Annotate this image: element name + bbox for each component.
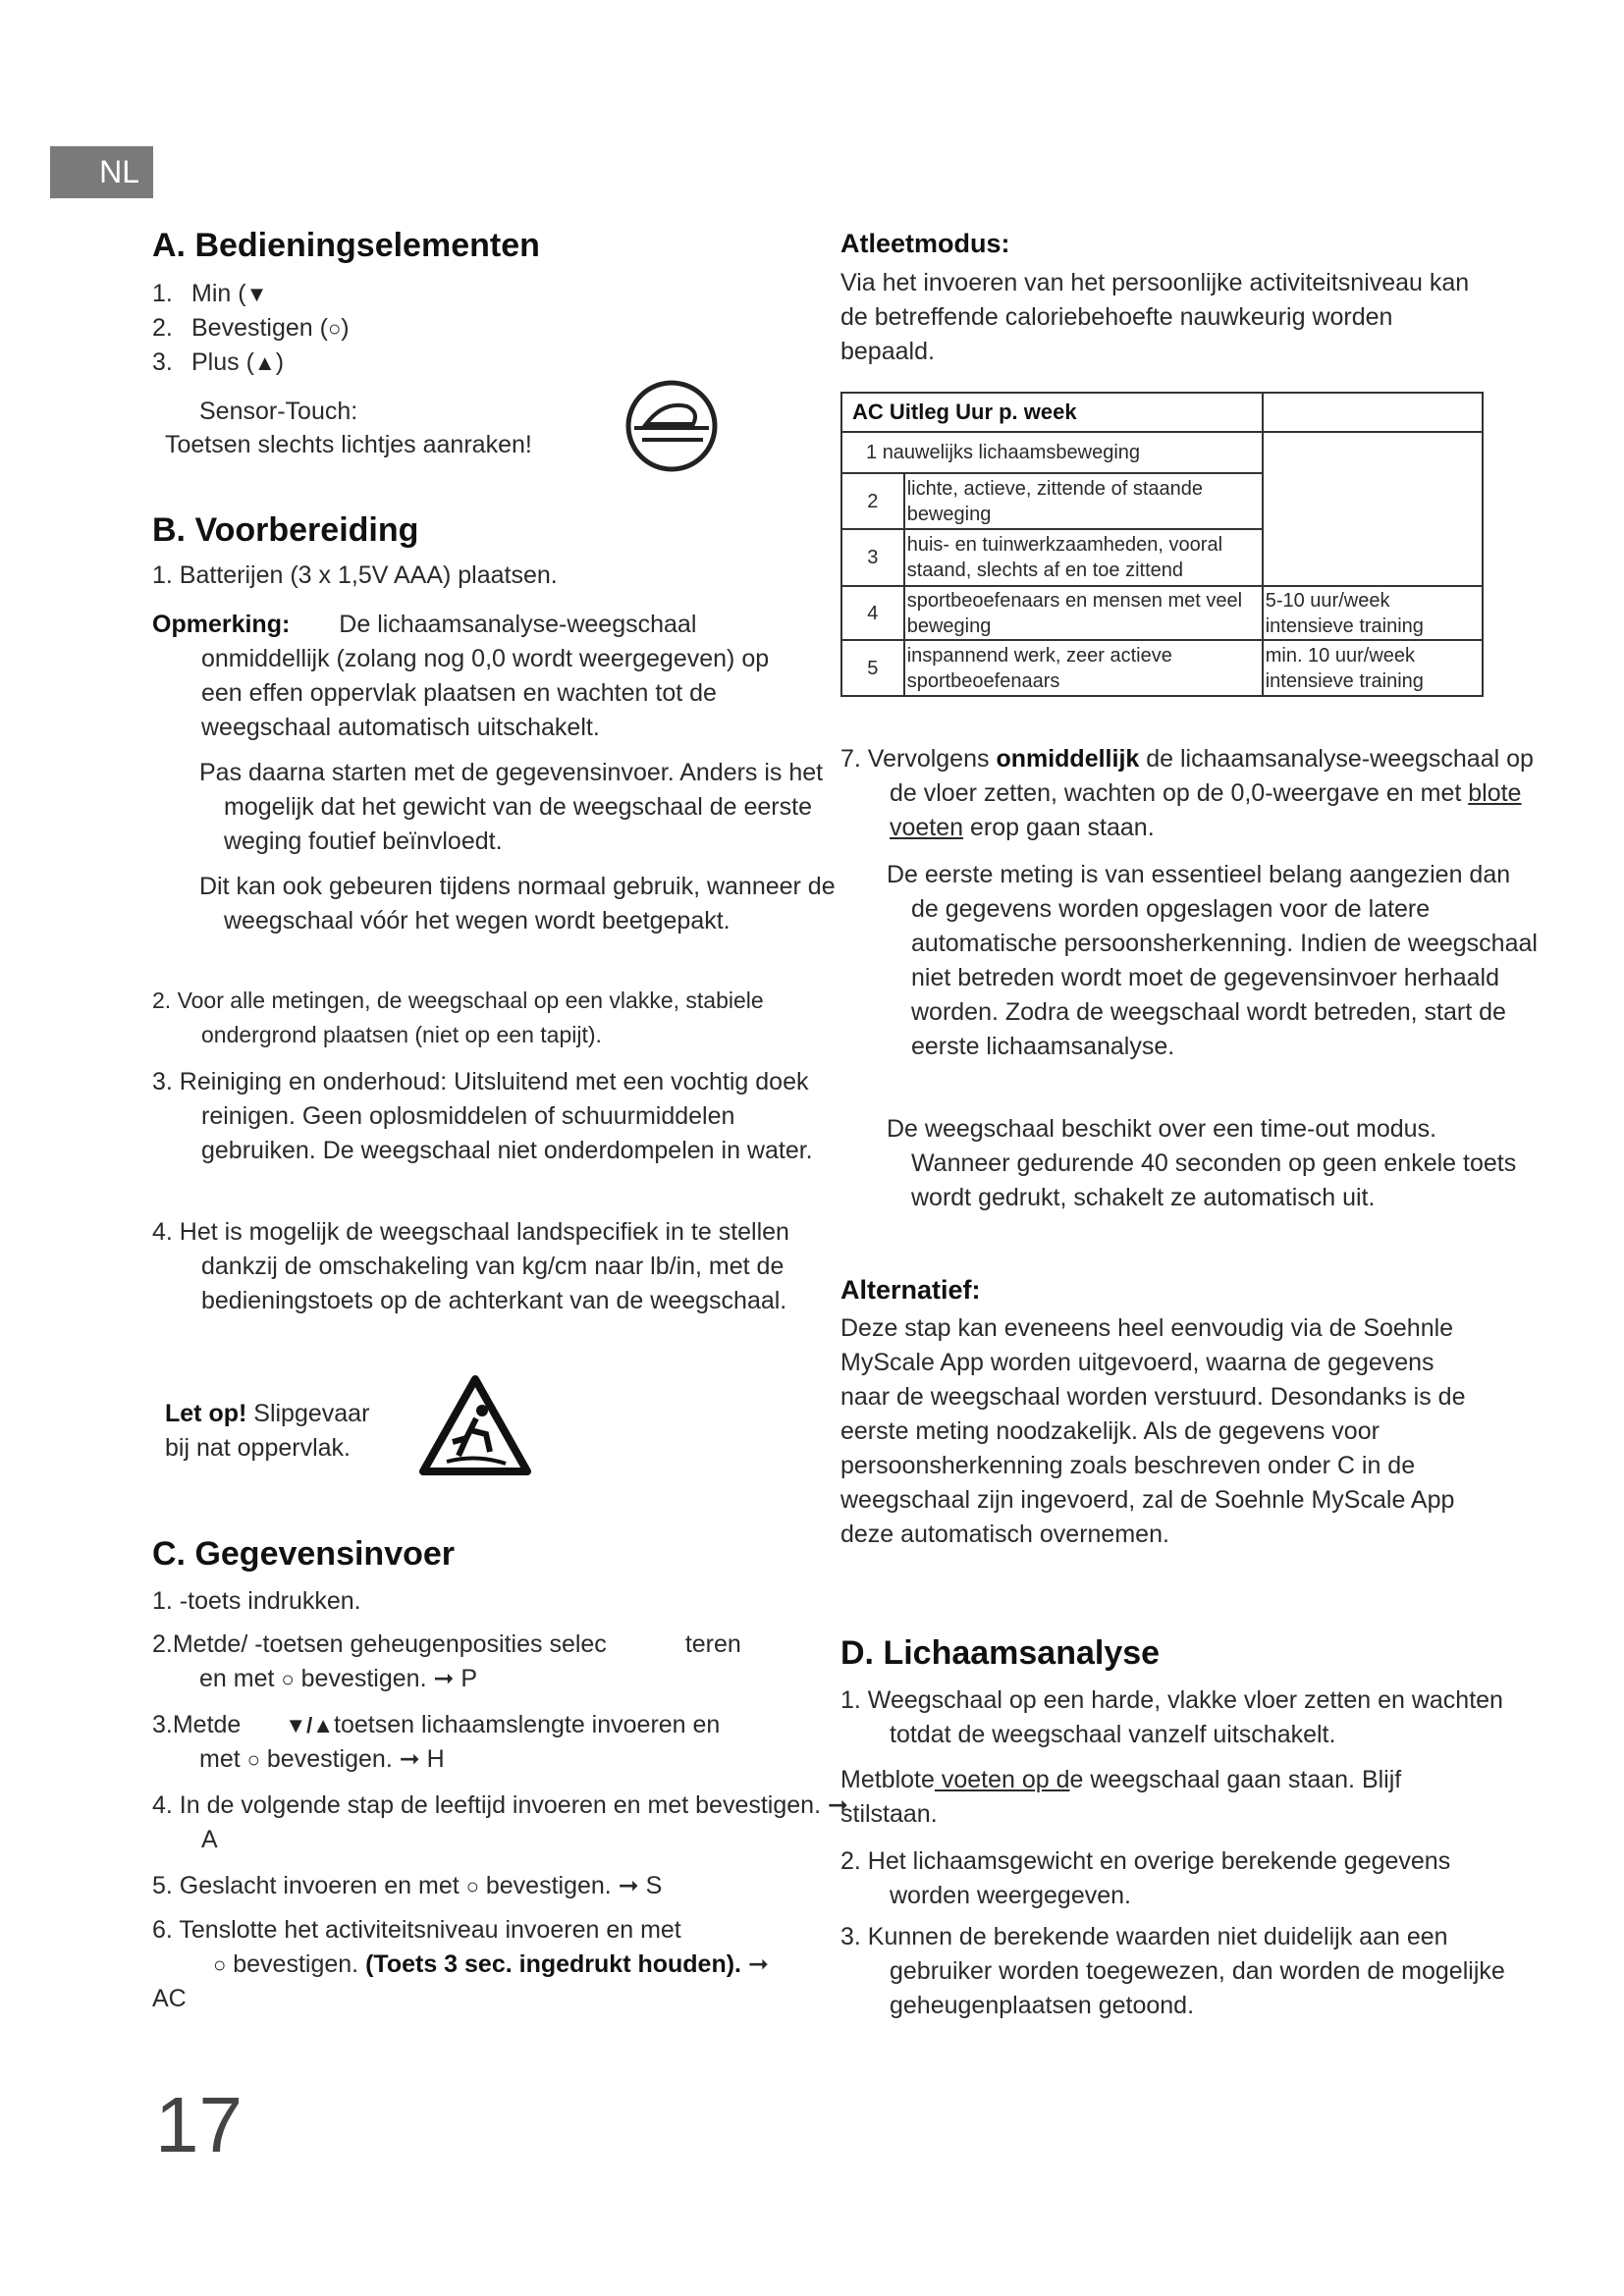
ac-description: sportbeoefenaars en mensen met veel beweging (904, 586, 1263, 640)
warning-text: Slipgevaar (246, 1400, 370, 1427)
item-text: ) (275, 348, 285, 376)
note-paragraph-3: Dit kan ook gebeuren tijdens normaal gebruik, wanneer de weegschaal vóór het wegen wordt beetgepakt. (199, 873, 836, 934)
table-row (841, 640, 1483, 696)
ac-description: huis- en tuinwerkzaamheden, vooral staand, slechts af en toe zittend (904, 529, 1263, 586)
ac-hours (1263, 432, 1483, 586)
step-text: bevestigen. ➞ P (300, 1665, 478, 1692)
minus-triangle-icon: ▼ (245, 282, 268, 306)
ac-level: 1 (866, 442, 878, 463)
step-text: ➞ AC (152, 1950, 769, 2012)
alternative-heading: Alternatief: (840, 1275, 981, 1305)
step-7 (840, 742, 1538, 845)
note-label: Opmerking: (152, 611, 291, 638)
item-text: Min ( (191, 280, 246, 307)
units-step: 4. Het is mogelijk de weegschaal landspecifiek in te stellen dankzij de omschakeling van kg/cm naar lb/in, met de bedieningstoets op de achterkant van de weegschaal. (152, 1218, 789, 1314)
section-d-heading: D. Lichaamsanalyse (840, 1634, 1161, 1672)
confirm-circle-icon: ○ (465, 1874, 479, 1898)
step-text: 3.Metde (152, 1711, 242, 1738)
control-item-min (152, 277, 800, 311)
analysis-step-3: 3. Kunnen de berekende waarden niet duidelijk aan een gebruiker worden toegewezen, dan worden de mogelijke geheugenplaatsen getoond. (840, 1923, 1505, 2019)
ac-hours: 5-10 uur/week intensieve training (1263, 586, 1483, 640)
activity-level-table (840, 392, 1484, 697)
ac-description: inspannend werk, zeer actieve sportbeoefenaars (904, 640, 1263, 696)
confirm-circle-icon: ○ (213, 1952, 227, 1977)
confirm-circle-icon: ○ (281, 1667, 295, 1691)
table-header: AC Uitleg Uur p. week (841, 393, 1263, 432)
athlete-mode-heading: Atleetmodus: (840, 229, 1010, 258)
step-text: bevestigen. ➞ S (485, 1872, 663, 1899)
slip-hazard-icon (417, 1373, 533, 1479)
step-text: met (199, 1745, 241, 1773)
section-c-heading: C. Gegevensinvoer (152, 1535, 456, 1573)
athlete-mode-text: Via het invoeren van het persoonlijke activiteitsniveau kan de betreffende caloriebehoefte nauwkeurig worden bepaald. (840, 269, 1470, 365)
battery-step: 1. Batterijen (3 x 1,5V AAA) plaatsen. (152, 561, 558, 589)
table-row (841, 586, 1483, 640)
note-paragraph-2: Pas daarna starten met de gegevensinvoer. Anders is het mogelijk dat het gewicht van de weegschaal de eerste weging foutief beïnvloedt. (199, 759, 824, 855)
step-text: 2.Metde/ -toetsen geheugenposities selec (152, 1630, 607, 1658)
step-text: 6. Tenslotte het activiteitsniveau invoeren en met (152, 1916, 681, 1944)
step-text: 5. Geslacht invoeren en met (152, 1872, 460, 1899)
table-cell (841, 432, 1263, 473)
step-bold-text: (Toets 3 sec. ingedrukt houden). (365, 1950, 741, 1978)
sensor-touch-note: Toetsen slechts lichtjes aanraken! (165, 431, 532, 458)
timeout-paragraph: De weegschaal beschikt over een time-out modus. Wanneer gedurende 40 seconden op geen enkele toets wordt gedrukt, schakelt ze automatisch uit. (887, 1115, 1517, 1211)
item-text: Plus ( (191, 348, 254, 376)
step-text: bevestigen. (233, 1950, 359, 1978)
ac-level: 5 (841, 640, 904, 696)
control-item-plus (152, 346, 800, 380)
ac-description: lichte, actieve, zittende of staande beweging (904, 473, 1263, 529)
slip-warning (165, 1397, 369, 1466)
confirm-circle-icon: ○ (327, 316, 342, 341)
step-text: teren (684, 1630, 741, 1658)
step-text: de lichaamsanalyse-weegschaal op de vloer zetten, wachten op de 0,0-weergave en met (890, 745, 1534, 807)
item-text: Bevestigen ( (191, 314, 328, 342)
surface-step: 2. Voor alle metingen, de weegschaal op een vlakke, stabiele ondergrond plaatsen (niet op een tapijt). (152, 988, 764, 1047)
analysis-step-2: 2. Het lichaamsgewicht en overige berekende gegevens worden weergegeven. (840, 1847, 1451, 1909)
item-number: 1. (152, 280, 173, 307)
ac-description: nauwelijks lichaamsbeweging (882, 442, 1141, 463)
step-bold-text: onmiddellijk (996, 745, 1140, 773)
cleaning-step: 3. Reiniging en onderhoud: Uitsluitend met een vochtig doek reinigen. Geen oplosmiddelen of schuurmiddelen gebruiken. De weegschaal niet onderdompelen in water. (152, 1068, 813, 1164)
stand-paragraph (840, 1763, 1489, 1832)
section-a-heading: A. Bedieningselementen (152, 227, 540, 264)
touch-icon (624, 379, 719, 473)
step-text: bevestigen. ➞ H (266, 1745, 445, 1773)
data-entry-step-3 (152, 1708, 800, 1777)
step-text: erop gaan staan. (963, 814, 1155, 841)
sensor-touch-label: Sensor-Touch: (199, 398, 358, 425)
ac-level: 3 (841, 529, 904, 586)
controls-list (152, 277, 800, 380)
step-text: Metblote (840, 1766, 935, 1793)
item-number: 2. (152, 314, 173, 342)
minus-plus-icons: ▼/▲ (285, 1713, 335, 1737)
control-item-confirm (152, 311, 800, 346)
ac-level: 4 (841, 586, 904, 640)
data-entry-step-5 (152, 1869, 800, 1903)
table-header-cell (1263, 393, 1483, 432)
step-underlined-text: blote voeten (890, 779, 1522, 841)
data-entry-step-4: 4. In de volgende stap de leeftijd invoeren en met bevestigen. ➞ A (152, 1791, 848, 1853)
item-number: 3. (152, 348, 173, 376)
ac-hours: min. 10 uur/week intensieve training (1263, 640, 1483, 696)
step-text: toetsen lichaamslengte invoeren en (334, 1711, 721, 1738)
data-entry-step-1: 1. -toets indrukken. (152, 1587, 361, 1615)
language-badge: NL (50, 146, 153, 198)
note-paragraph (152, 608, 800, 745)
table-row (841, 432, 1483, 473)
step-text: 7. Vervolgens (840, 745, 997, 773)
page-number: 17 (155, 2081, 243, 2168)
section-b-heading: B. Voorbereiding (152, 511, 419, 549)
plus-triangle-icon: ▲ (253, 350, 276, 375)
step-underlined-text: voeten op d (934, 1766, 1070, 1793)
analysis-step-1: 1. Weegschaal op een harde, vlakke vloer zetten en wachten totdat de weegschaal vanzelf uitschakelt. (840, 1686, 1503, 1748)
ac-level: 2 (841, 473, 904, 529)
warning-label: Let op! (165, 1400, 247, 1427)
alternative-text: Deze stap kan eveneens heel eenvoudig via de Soehnle MyScale App worden uitgevoerd, waarna de gegevens naar de weegschaal worden verstuurd. Desondanks is de eerste meting noodzakelijk. Als de gegevens voor persoonsherkenning zoals beschreven onder C in de weegschaal zijn ingevoerd, zal de Soehnle MyScale App deze automatisch overnemen. (840, 1314, 1466, 1548)
step-text: e weegschaal gaan staan. Blijf stilstaan. (840, 1766, 1402, 1828)
confirm-circle-icon: ○ (246, 1747, 260, 1772)
item-text: ) (341, 314, 350, 342)
first-measurement-paragraph: De eerste meting is van essentieel belang aangezien dan de gegevens worden opgeslagen voor de latere automatische persoonsherkenning. Indien de weegschaal niet betreden wordt moet de gegevensinvoer herhaald worden. Zodra de weegschaal wordt betreden, start de eerste lichaamsanalyse. (887, 861, 1538, 1060)
data-entry-step-6 (152, 1913, 800, 2016)
warning-text: bij nat oppervlak. (165, 1434, 352, 1462)
note-text: De lichaamsanalyse-weegschaal onmiddellijk (zolang nog 0,0 wordt weergegeven) op een effen oppervlak plaatsen en wachten tot de weegschaal automatisch uitschakelt. (201, 611, 770, 741)
step-text: en met (199, 1665, 275, 1692)
data-entry-step-2 (152, 1628, 800, 1696)
